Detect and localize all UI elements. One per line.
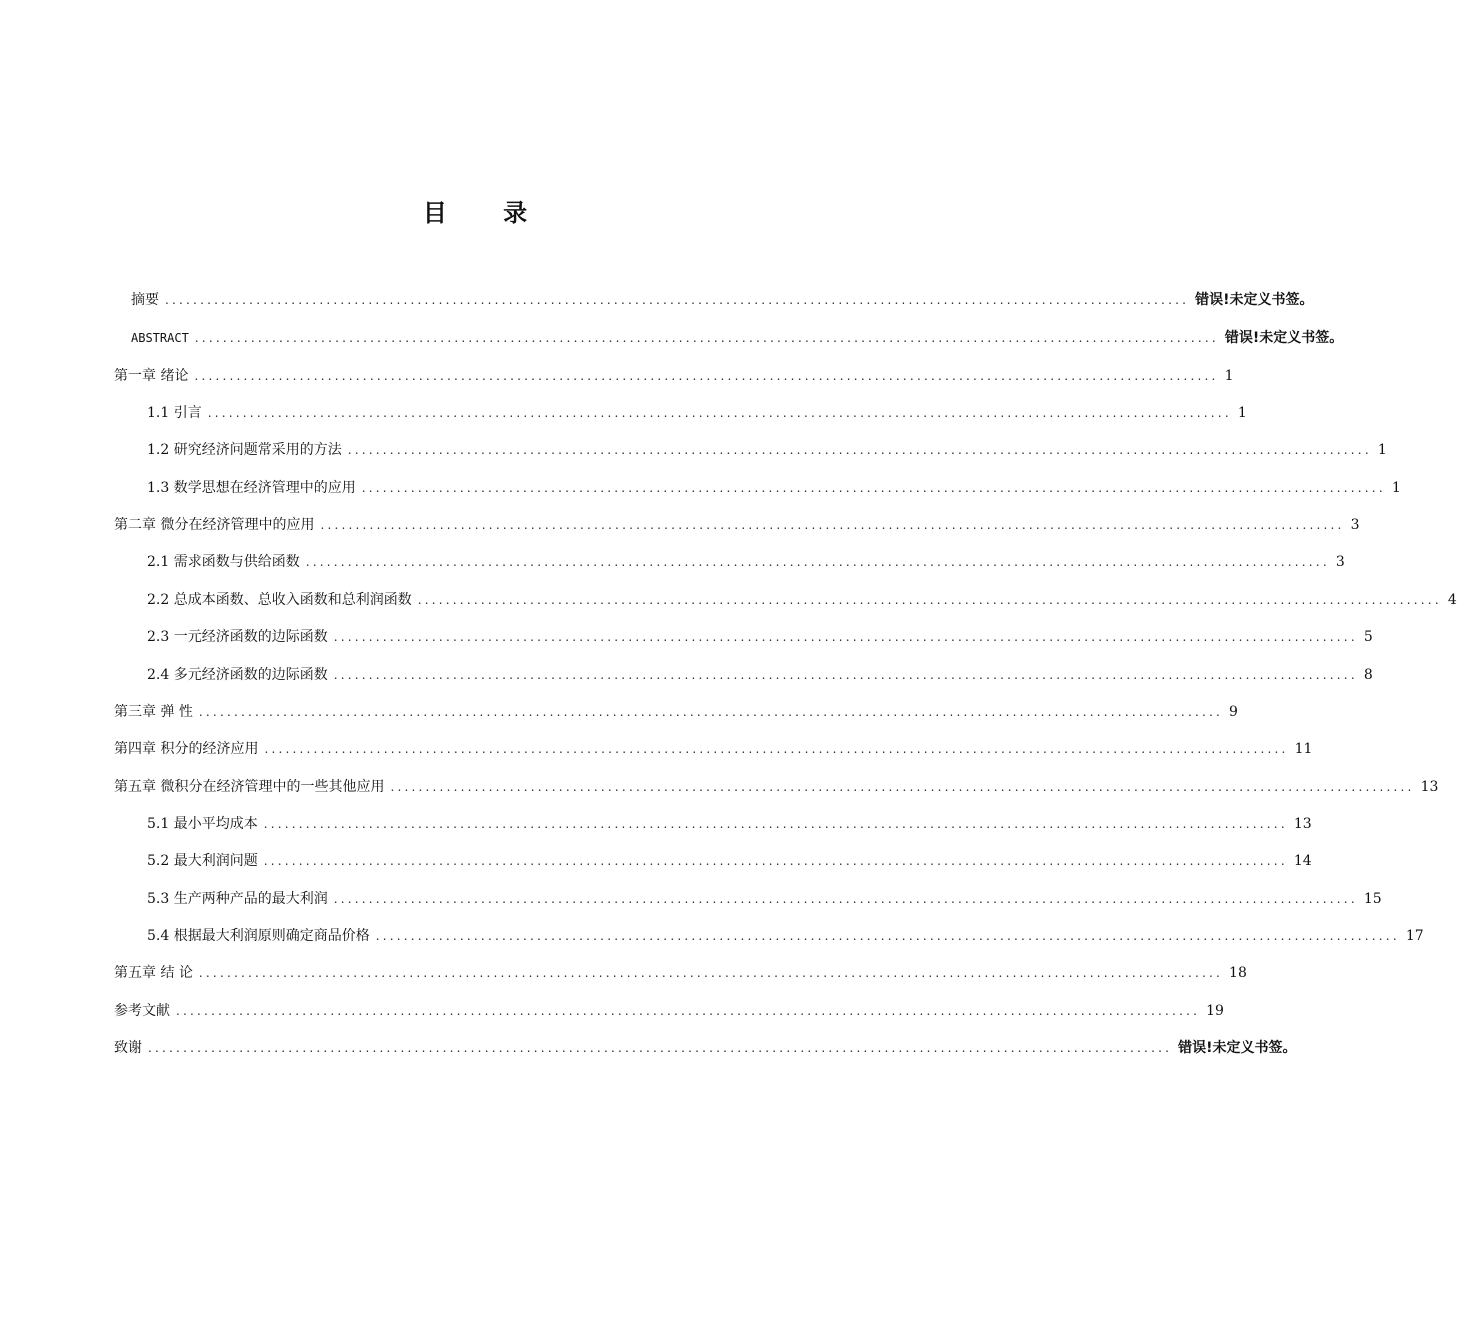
toc-entry-chapter-5[interactable] — [114, 777, 1439, 797]
toc-leader-dots: .................................................................................................................................................. — [347, 443, 1372, 457]
toc-entry-page-error: 错误!未定义书签。 — [1178, 1040, 1297, 1056]
toc-entry-label: 2.4 多元经济函数的边际函数 — [147, 667, 328, 683]
toc-entry-label: 1.3 数学思想在经济管理中的应用 — [147, 480, 356, 496]
toc-leader-dots: .................................................................................................................................................. — [333, 668, 1358, 682]
toc-entry-label: 致谢 — [114, 1040, 142, 1056]
toc-leader-dots: .................................................................................................................................................. — [194, 369, 1219, 383]
toc-entry-page-number: 14 — [1293, 853, 1312, 869]
toc-entry-label: 第一章 绪论 — [114, 368, 189, 384]
toc-leader-dots: .................................................................................................................................................. — [198, 966, 1224, 980]
toc-entry-page-error: 错误!未定义书签。 — [1224, 330, 1344, 346]
toc-entry-label: 5.4 根据最大利润原则确定商品价格 — [147, 928, 370, 944]
toc-entry-section-2-2[interactable] — [147, 590, 1457, 610]
toc-entry-abstract-cn[interactable] — [131, 290, 1314, 310]
toc-leader-dots: .................................................................................................................................................. — [417, 593, 1442, 607]
toc-leader-dots: .................................................................................................................................................. — [264, 742, 1289, 756]
toc-entry-label: 第四章 积分的经济应用 — [114, 741, 259, 757]
toc-entry-label: 1.2 研究经济问题常采用的方法 — [147, 442, 342, 458]
toc-entry-page-number: 19 — [1206, 1003, 1224, 1019]
toc-entry-section-5-4[interactable] — [147, 926, 1424, 946]
toc-entry-label: 第三章 弹 性 — [114, 704, 193, 720]
toc-leader-dots: .................................................................................................................................................. — [333, 892, 1358, 906]
toc-entry-section-1-2[interactable] — [147, 440, 1387, 460]
toc-entry-label: 5.2 最大利润问题 — [147, 853, 258, 869]
toc-entry-chapter-3[interactable] — [114, 702, 1238, 722]
toc-entry-page-number: 15 — [1363, 891, 1382, 907]
toc-leader-dots: .................................................................................................................................................. — [305, 555, 1330, 569]
toc-entry-page-number: 17 — [1405, 928, 1424, 944]
toc-entry-page-error: 错误!未定义书签。 — [1195, 292, 1314, 308]
toc-entry-section-1-1[interactable] — [147, 403, 1247, 423]
toc-leader-dots: .................................................................................................................................................. — [207, 406, 1232, 420]
toc-entry-abstract-en[interactable] — [131, 328, 1344, 348]
toc-entry-label: 5.3 生产两种产品的最大利润 — [147, 891, 328, 907]
toc-entry-label: 2.1 需求函数与供给函数 — [147, 554, 300, 570]
toc-leader-dots: .................................................................................................................................................. — [320, 518, 1345, 532]
toc-entry-conclusion[interactable] — [114, 963, 1247, 983]
toc-entry-page-number: 1 — [1377, 442, 1387, 458]
toc-entry-chapter-2[interactable] — [114, 515, 1360, 535]
toc-entry-chapter-4[interactable] — [114, 739, 1313, 759]
toc-entry-section-5-3[interactable] — [147, 889, 1382, 909]
toc-entry-page-number: 9 — [1229, 704, 1238, 720]
toc-entry-page-number: 8 — [1363, 667, 1373, 683]
toc-entry-page-number: 3 — [1350, 517, 1360, 533]
toc-entry-label: 摘要 — [131, 292, 159, 308]
toc-entry-label: 2.2 总成本函数、总收入函数和总利润函数 — [147, 592, 412, 608]
toc-entry-label: 参考文献 — [114, 1003, 170, 1019]
toc-leader-dots: .................................................................................................................................................. — [375, 929, 1400, 943]
toc-title: 目 录 — [422, 199, 552, 227]
toc-entry-page-number: 18 — [1229, 965, 1247, 981]
toc-entry-label: 第五章 微积分在经济管理中的一些其他应用 — [114, 779, 385, 795]
toc-entry-page-number: 1 — [1391, 480, 1401, 496]
toc-entry-label: 第五章 结 论 — [114, 965, 193, 981]
toc-leader-dots: .................................................................................................................................................. — [361, 481, 1386, 495]
toc-entry-page-number: 4 — [1447, 592, 1457, 608]
toc-entry-page-number: 1 — [1237, 405, 1247, 421]
toc-entry-page-number: 13 — [1293, 816, 1312, 832]
toc-entry-section-2-3[interactable] — [147, 627, 1373, 647]
toc-entry-label: 第二章 微分在经济管理中的应用 — [114, 517, 315, 533]
toc-entry-label: ABSTRACT — [131, 331, 189, 345]
toc-leader-dots: .................................................................................................................................................. — [390, 780, 1415, 794]
toc-entry-section-5-2[interactable] — [147, 851, 1312, 871]
toc-leader-dots: .................................................................................................................................................. — [194, 331, 1219, 345]
toc-entry-page-number: 11 — [1294, 741, 1313, 757]
toc-entry-section-2-4[interactable] — [147, 665, 1373, 685]
toc-leader-dots: .................................................................................................................................................. — [198, 705, 1224, 719]
toc-entry-page-number: 3 — [1335, 554, 1345, 570]
toc-leader-dots: .................................................................................................................................................. — [263, 817, 1288, 831]
toc-leader-dots: .................................................................................................................................................. — [148, 1041, 1173, 1055]
toc-entry-section-1-3[interactable] — [147, 478, 1401, 498]
toc-entry-section-5-1[interactable] — [147, 814, 1312, 834]
toc-entry-label: 1.1 引言 — [147, 405, 202, 421]
toc-leader-dots: .................................................................................................................................................. — [333, 630, 1358, 644]
toc-leader-dots: .................................................................................................................................................. — [263, 854, 1288, 868]
toc-leader-dots: .................................................................................................................................................. — [165, 293, 1190, 307]
toc-entry-page-number: 5 — [1363, 629, 1373, 645]
toc-entry-label: 5.1 最小平均成本 — [147, 816, 258, 832]
toc-entry-label: 2.3 一元经济函数的边际函数 — [147, 629, 328, 645]
toc-entry-page-number: 1 — [1224, 368, 1234, 384]
toc-entry-acknowledgements[interactable] — [114, 1038, 1297, 1058]
toc-entry-references[interactable] — [114, 1001, 1224, 1021]
toc-entry-chapter-1[interactable] — [114, 366, 1234, 386]
toc-entry-section-2-1[interactable] — [147, 552, 1345, 572]
toc-leader-dots: .................................................................................................................................................. — [176, 1004, 1201, 1018]
toc-entry-page-number: 13 — [1420, 779, 1439, 795]
